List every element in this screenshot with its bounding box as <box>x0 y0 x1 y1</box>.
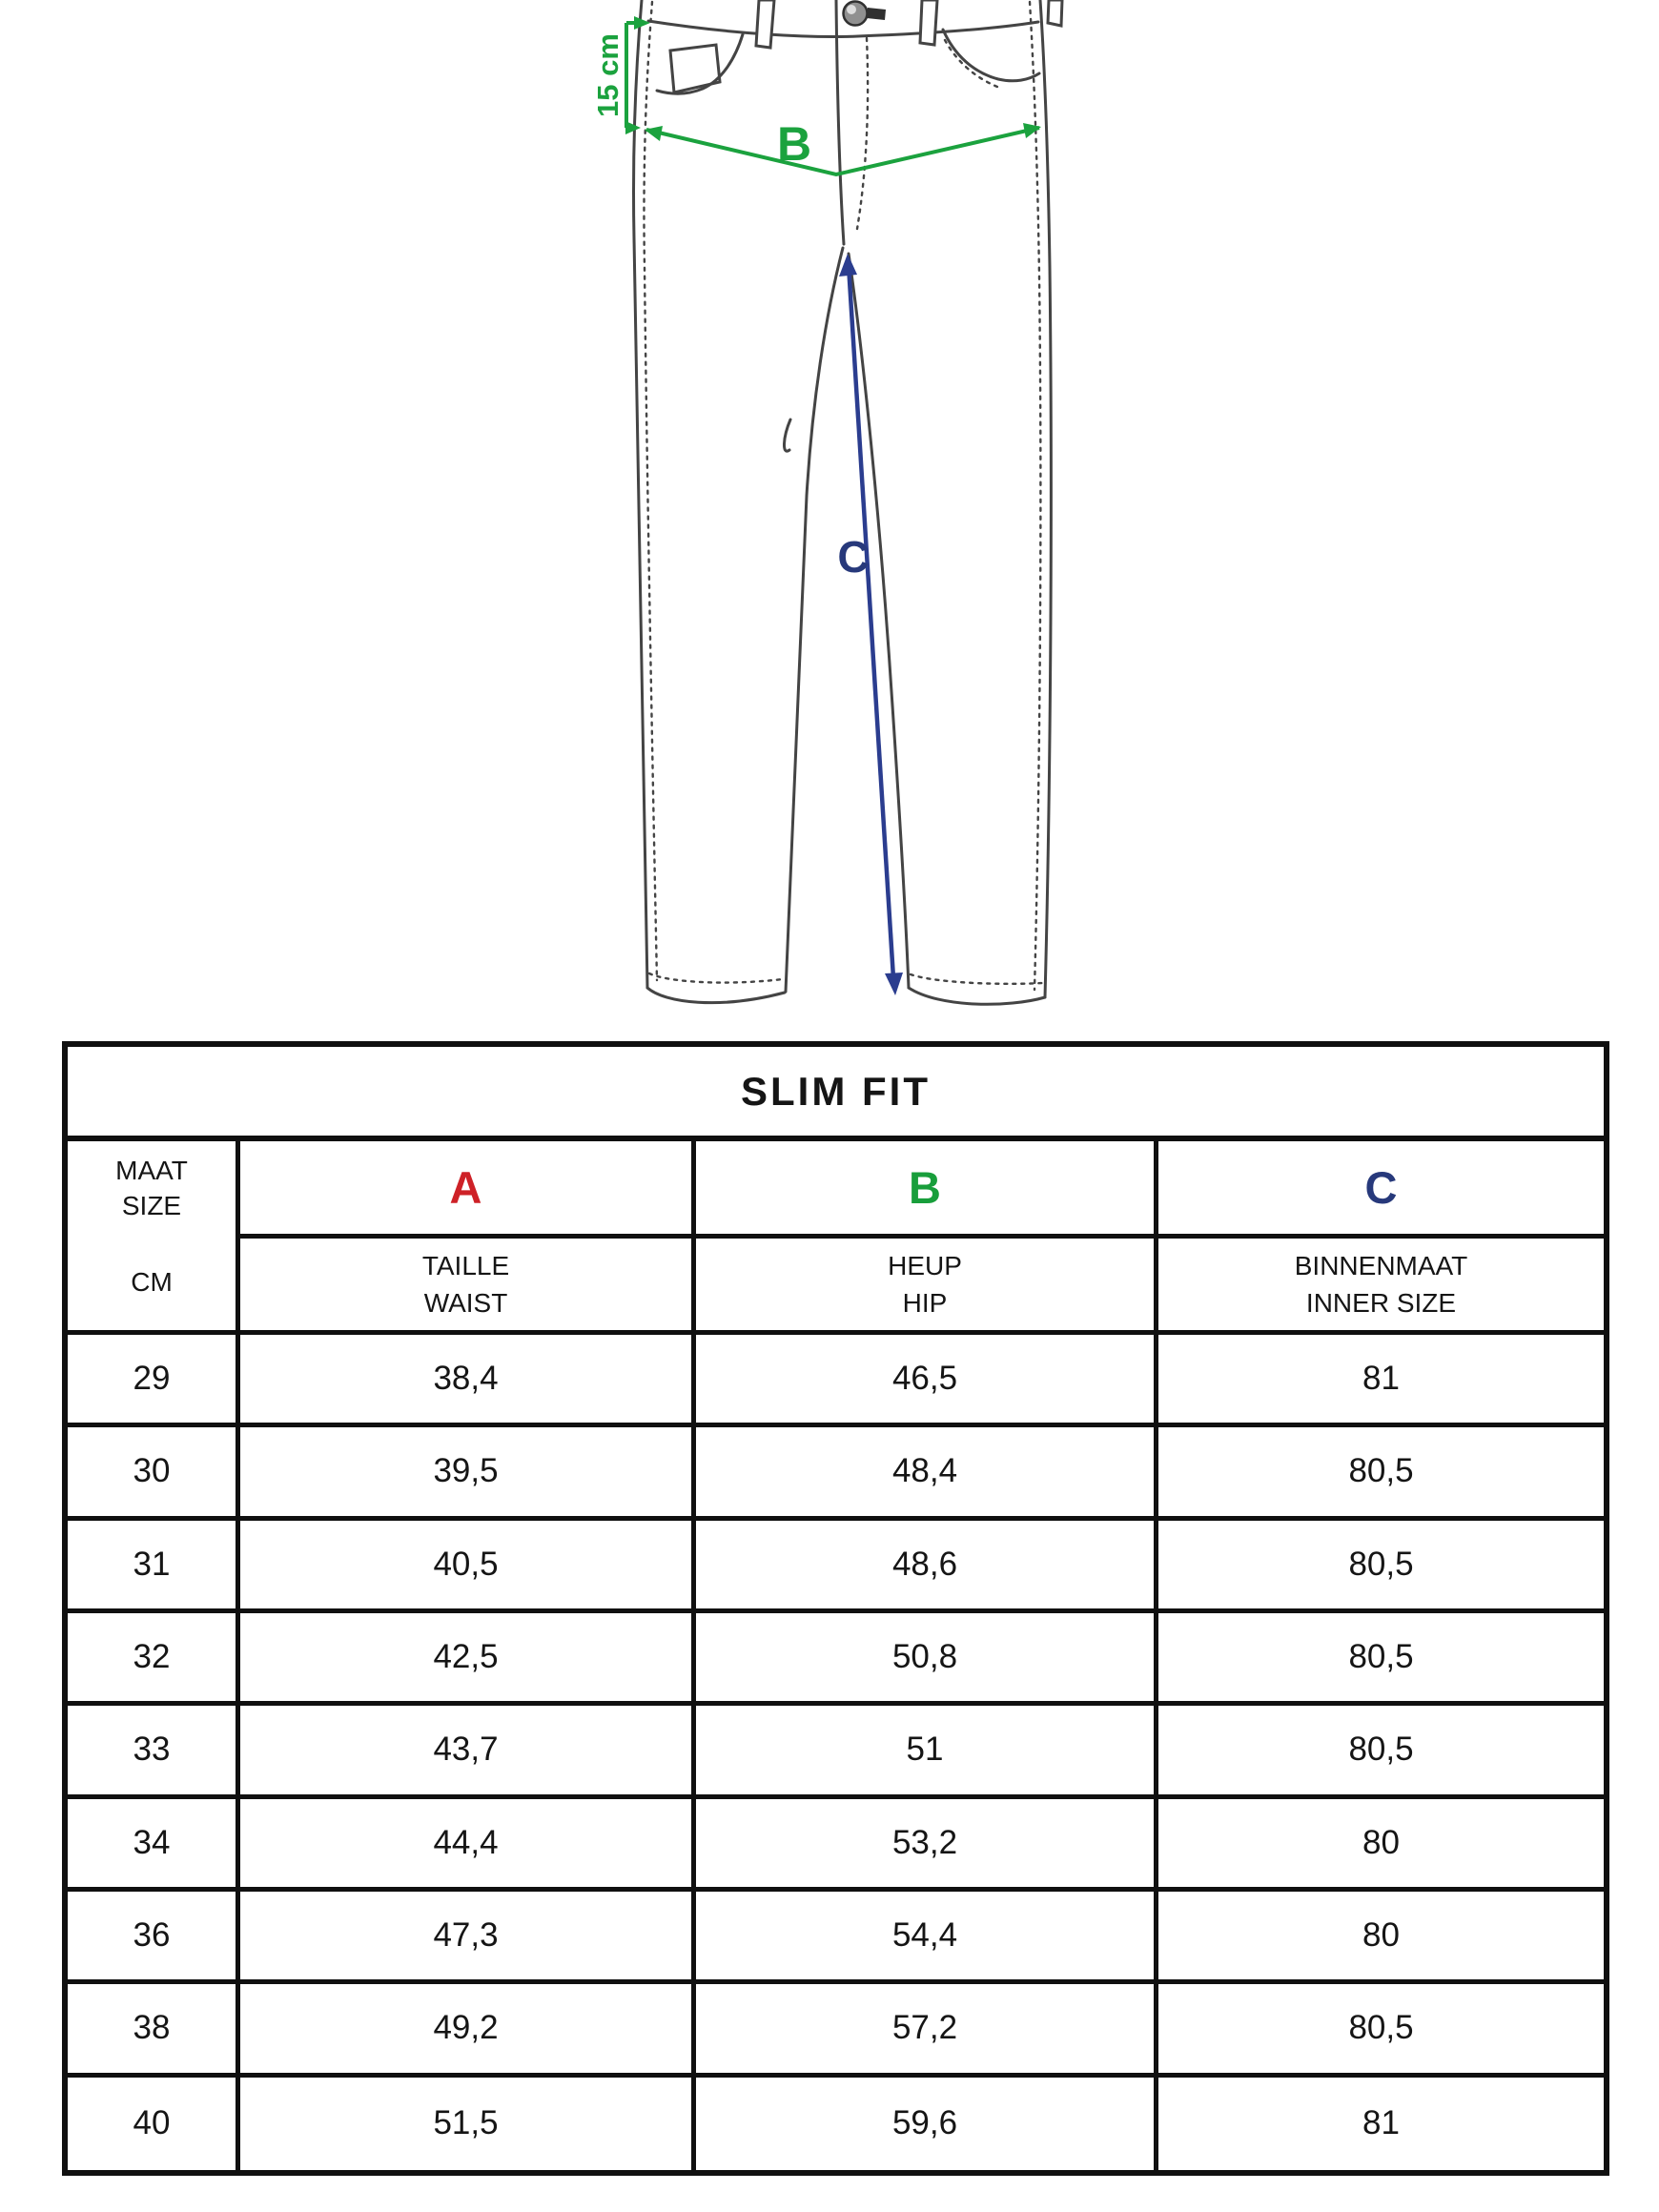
size-cell: 30 <box>68 1427 240 1520</box>
header-letter-c: C <box>1158 1141 1604 1239</box>
size-cell: 38 <box>68 1984 240 2077</box>
right-hem-stitch <box>911 974 1043 984</box>
header-size-text: SIZE <box>121 1190 182 1220</box>
inner-size-value-cell: 80 <box>1158 1892 1604 1984</box>
waist-value-cell: 44,4 <box>240 1799 696 1892</box>
left-knee-detail <box>784 420 790 451</box>
arrowhead-right-icon <box>1023 123 1041 138</box>
hip-measurement-label: B <box>776 117 812 171</box>
table-title: SLIM FIT <box>68 1047 1604 1141</box>
belt-loop <box>1048 0 1062 26</box>
header-inner-size-line1: BINNENMAAT <box>1294 1250 1468 1280</box>
header-inner-size-line2: INNER SIZE <box>1305 1288 1457 1318</box>
left-hem-stitch <box>649 973 783 983</box>
waist-value-cell: 38,4 <box>240 1335 696 1427</box>
left-inner-leg <box>786 248 843 992</box>
hip-value-cell: 57,2 <box>696 1984 1158 2077</box>
header-size-unit-cell <box>68 1141 240 1335</box>
header-hip <box>696 1239 1158 1335</box>
size-cell: 34 <box>68 1799 240 1892</box>
hip-value-cell: 46,5 <box>696 1335 1158 1427</box>
header-letter-b: B <box>696 1141 1158 1239</box>
inner-size-value-cell: 80 <box>1158 1799 1604 1892</box>
pants-technical-drawing <box>0 0 1659 1041</box>
inseam-measurement-c <box>837 254 903 995</box>
right-seam-stitch <box>1030 2 1040 990</box>
waist-value-cell: 40,5 <box>240 1521 696 1613</box>
size-cell: 40 <box>68 2078 240 2170</box>
inner-size-value-cell: 80,5 <box>1158 1521 1604 1613</box>
header-maat-text: MAAT <box>115 1156 188 1186</box>
arrowhead-right-icon <box>634 16 650 30</box>
inner-size-value-cell: 80,5 <box>1158 1427 1604 1520</box>
left-hem <box>647 988 785 1003</box>
header-unit-label <box>131 1236 173 1330</box>
size-cell: 33 <box>68 1706 240 1798</box>
waist-value-cell: 51,5 <box>240 2078 696 2170</box>
header-hip-line2: HIP <box>902 1288 948 1318</box>
hip-value-cell: 54,4 <box>696 1892 1158 1984</box>
header-waist-line2: WAIST <box>423 1288 508 1318</box>
size-cell: 36 <box>68 1892 240 1984</box>
header-size-label <box>115 1141 188 1236</box>
header-letter-a: A <box>240 1141 696 1239</box>
waist-value-cell: 49,2 <box>240 1984 696 2077</box>
inner-size-value-cell: 80,5 <box>1158 1984 1604 2077</box>
arrowhead-down-icon <box>885 973 903 995</box>
offset-measurement-label: 15 cm <box>591 33 625 117</box>
waist-offset-measurement <box>591 16 650 134</box>
inseam-measurement-label: C <box>837 532 870 582</box>
pants-outline <box>633 0 1062 1004</box>
right-inner-leg <box>849 254 909 988</box>
waist-value-cell: 39,5 <box>240 1427 696 1520</box>
size-table <box>62 1041 1609 2176</box>
header-waist-line1: TAILLE <box>421 1250 510 1280</box>
belt-loop <box>920 0 937 45</box>
inner-size-value-cell: 81 <box>1158 1335 1604 1427</box>
hip-value-cell: 53,2 <box>696 1799 1158 1892</box>
hip-measurement-b <box>645 117 1041 174</box>
header-inner-size <box>1158 1239 1604 1335</box>
left-pocket-curve <box>657 34 743 93</box>
inner-size-value-cell: 81 <box>1362 2104 1400 2142</box>
belt-loop <box>756 0 774 48</box>
header-waist <box>240 1239 696 1335</box>
right-outer-seam <box>1040 0 1051 997</box>
header-hip-line1: HEUP <box>888 1250 962 1280</box>
size-cell: 29 <box>68 1335 240 1427</box>
coin-pocket <box>670 45 720 92</box>
waist-value-cell: 47,3 <box>240 1892 696 1984</box>
waist-value-cell: 43,7 <box>240 1706 696 1798</box>
hip-value-cell: 59,6 <box>696 2078 1158 2170</box>
right-pocket-curve <box>943 30 1039 81</box>
size-cell: 31 <box>68 1521 240 1613</box>
waist-button <box>844 2 887 26</box>
right-hem <box>909 988 1045 1004</box>
header-cm-text: CM <box>131 1267 173 1298</box>
inner-size-value-cell: 80,5 <box>1158 1613 1604 1706</box>
fly-stitch <box>857 38 868 229</box>
hip-value-cell: 48,4 <box>696 1427 1158 1520</box>
inner-size-value-cell: 80,5 <box>1158 1706 1604 1798</box>
hip-value-cell: 50,8 <box>696 1613 1158 1706</box>
hip-value-cell: 48,6 <box>696 1521 1158 1613</box>
size-cell: 32 <box>68 1613 240 1706</box>
hip-value-cell: 51 <box>696 1706 1158 1798</box>
waist-value-cell: 42,5 <box>240 1613 696 1706</box>
waistband-seam <box>648 21 1038 36</box>
